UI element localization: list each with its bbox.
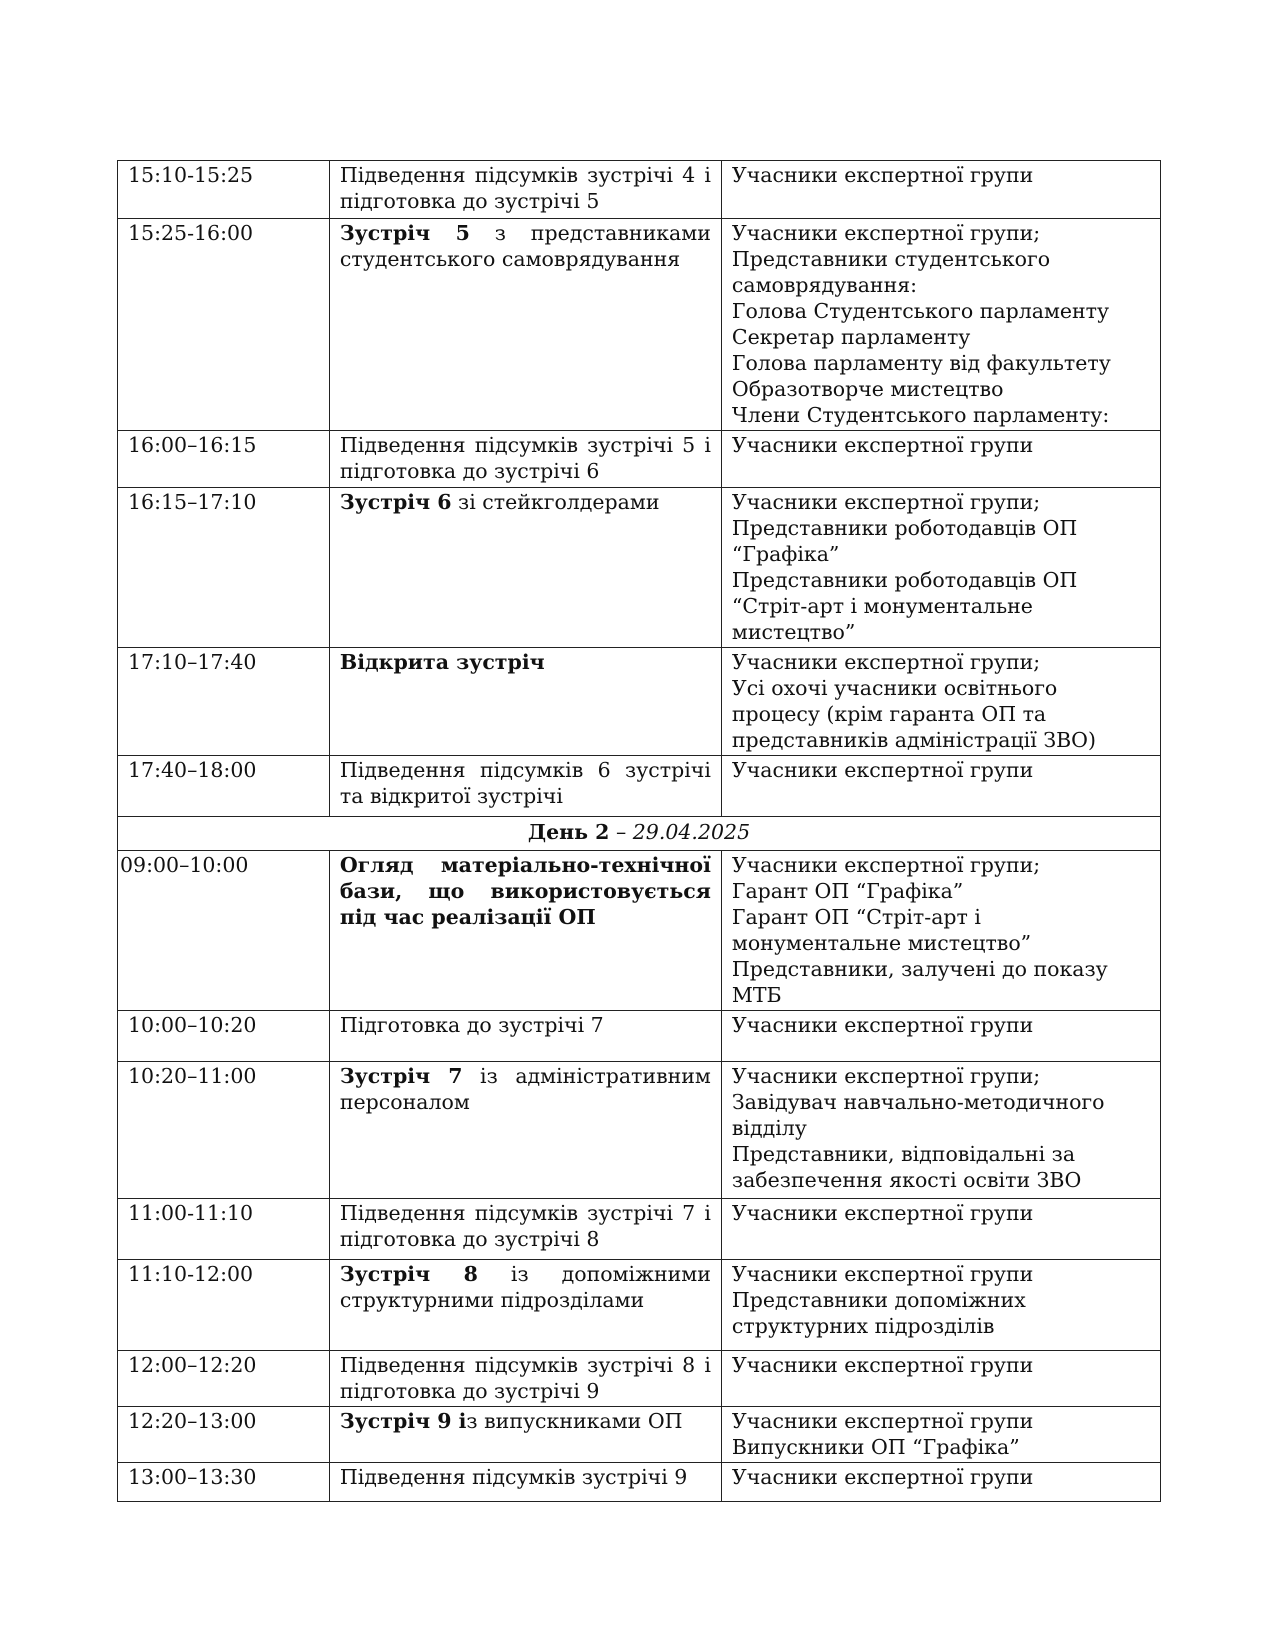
event-cell [329,161,721,219]
time-cell: 10:20–11:00 [118,1062,330,1199]
participant-line: Образотворче мистецтво [731,377,1004,401]
event-cell [329,1260,721,1351]
participants-cell [721,431,1160,488]
time-cell: 11:10-12:00 [118,1260,330,1351]
event-description: Підведення підсумків зустрічі 5 і підготовка до зустрічі 6 [339,433,711,483]
time-cell: 10:00–10:20 [118,1011,330,1062]
event-cell [329,488,721,648]
participant-line: Учасники експертної групи; [731,490,1041,514]
participant-line: Представники допоміжних структурних підрозділів [731,1288,1026,1338]
event-cell [329,1011,721,1062]
time-cell: 17:10–17:40 [118,648,330,756]
event-title: Зустріч 6 [339,490,452,514]
participants-cell [721,1351,1160,1407]
participant-line: Голова парламенту від факультету [731,351,1111,375]
event-description: з випускниками ОП [466,1409,683,1433]
table-row [118,1260,1161,1351]
participant-line: Голова Студентського парламенту [731,299,1110,323]
table-row [118,488,1161,648]
participant-line: Представники, відповідальні за забезпечення якості освіти ЗВО [731,1142,1082,1192]
participant-line: Представники роботодавців ОП “Графіка” [731,516,1078,566]
participant-line: Учасники експертної групи [731,1353,1034,1377]
participant-line: Учасники експертної групи [731,433,1034,457]
participants-cell [721,1407,1160,1463]
table-row [118,1351,1161,1407]
document-page [117,160,1161,1502]
time-cell: 15:25-16:00 [118,219,330,431]
participants-cell [721,1463,1160,1502]
participant-line: Учасники експертної групи [731,758,1034,782]
participant-line: Учасники експертної групи; [731,221,1041,245]
time-cell: 12:00–12:20 [118,1351,330,1407]
table-row [118,161,1161,219]
participant-line: Усі охочі учасники освітнього процесу (крім гаранта ОП та представників адміністрації ЗВО) [731,676,1096,752]
table-row [118,1062,1161,1199]
event-description: з представниками студентського самоврядування [339,221,711,271]
event-title: Огляд матеріально-технічної бази, що використовується під час реалізації ОП [339,853,711,929]
event-title: Зустріч 9 і [339,1409,467,1433]
event-description: Підведення підсумків зустрічі 8 і підготовка до зустрічі 9 [339,1353,711,1403]
event-cell [329,1407,721,1463]
day-header-row [118,817,1161,851]
day-header [118,817,1161,851]
event-cell [329,1351,721,1407]
day-label: День 2 [527,820,610,844]
event-description: Підведення підсумків 6 зустрічі та відкритої зустрічі [339,758,711,808]
table-row [118,1011,1161,1062]
participant-line: Члени Студентського парламенту: [731,403,1110,427]
table-row [118,1463,1161,1502]
event-cell [329,756,721,817]
participant-line: Гарант ОП “Стріт-арт і монументальне мистецтво” [731,905,1032,955]
participant-line: Секретар парламенту [731,325,971,349]
event-cell [329,1062,721,1199]
participant-line: Учасники експертної групи; [731,650,1041,674]
participant-line: Випускники ОП “Графіка” [731,1435,1020,1459]
table-row [118,1199,1161,1260]
event-description: із допоміжними структурними підрозділами [339,1262,711,1312]
event-title: Зустріч 5 [339,221,470,245]
schedule-table-body [118,161,1161,1502]
event-cell [329,219,721,431]
event-title: Зустріч 7 [339,1064,463,1088]
event-description: Підведення підсумків зустрічі 9 [339,1465,688,1489]
time-cell: 13:00–13:30 [118,1463,330,1502]
participants-cell [721,488,1160,648]
participant-line: Учасники експертної групи; [731,853,1041,877]
table-row [118,756,1161,817]
participant-line: Учасники експертної групи; [731,1064,1041,1088]
participants-cell [721,1260,1160,1351]
participant-line: Представники роботодавців ОП “Стріт-арт і монументальне мистецтво” [731,568,1078,644]
participant-line: Представники студентського самоврядування: [731,247,1051,297]
time-cell: 11:00-11:10 [118,1199,330,1260]
event-description: Підведення підсумків зустрічі 7 і підготовка до зустрічі 8 [339,1201,711,1251]
event-title: Зустріч 8 [339,1262,478,1286]
participant-line: Учасники експертної групи [731,1262,1034,1286]
participant-line: Учасники експертної групи [731,1013,1034,1037]
time-cell: 17:40–18:00 [118,756,330,817]
schedule-table [117,160,1161,1502]
time-cell: 15:10-15:25 [118,161,330,219]
event-cell [329,851,721,1011]
time-cell: 16:00–16:15 [118,431,330,488]
participant-line: Представники, залучені до показу МТБ [731,957,1108,1007]
event-cell [329,648,721,756]
participant-line: Учасники експертної групи [731,1465,1034,1489]
event-description: із адміністративним персоналом [339,1064,711,1114]
participant-line: Учасники експертної групи [731,1201,1034,1225]
table-row [118,851,1161,1011]
day-date: 29.04.2025 [632,820,751,844]
participants-cell [721,1062,1160,1199]
event-description: Підведення підсумків зустрічі 4 і підготовка до зустрічі 5 [339,163,711,213]
event-description: зі стейкголдерами [451,490,660,514]
table-row [118,1407,1161,1463]
day-separator: – [609,820,633,844]
event-cell [329,1199,721,1260]
table-row [118,648,1161,756]
time-cell: 09:00–10:00 [118,851,330,1011]
participants-cell [721,161,1160,219]
participant-line: Гарант ОП “Графіка” [731,879,964,903]
participant-line: Завідувач навчально-методичного відділу [731,1090,1105,1140]
participants-cell [721,1199,1160,1260]
participants-cell [721,851,1160,1011]
participant-line: Учасники експертної групи [731,1409,1034,1433]
time-cell: 12:20–13:00 [118,1407,330,1463]
event-description: Підготовка до зустрічі 7 [339,1013,604,1037]
time-cell: 16:15–17:10 [118,488,330,648]
participant-line: Учасники експертної групи [731,163,1034,187]
table-row [118,431,1161,488]
participants-cell [721,219,1160,431]
participants-cell [721,1011,1160,1062]
table-row [118,219,1161,431]
participants-cell [721,648,1160,756]
event-cell [329,431,721,488]
event-title: Відкрита зустріч [339,650,545,674]
event-cell [329,1463,721,1502]
participants-cell [721,756,1160,817]
